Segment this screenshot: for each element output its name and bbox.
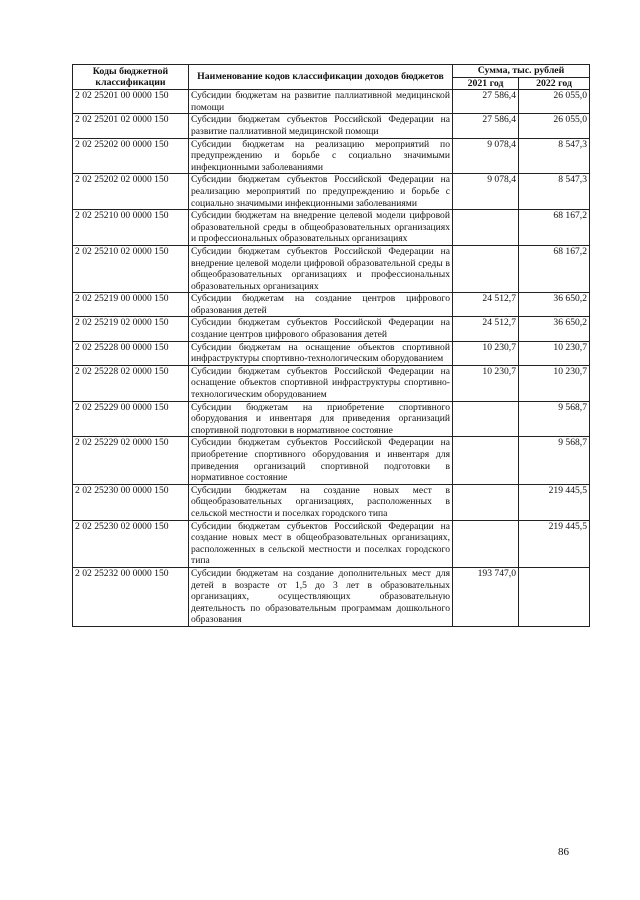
row-amount-2022: 10 230,7 — [519, 365, 590, 401]
row-amount-2022: 68 167,2 — [519, 210, 590, 246]
table-body — [73, 90, 590, 627]
row-name: Субсидии бюджетам субъектов Российской Федерации на приобретение спортивного оборудования и инвентаря для приведения организаций спортивной подготовки в нормативное состояние — [189, 437, 453, 484]
row-amount-2022: 36 650,2 — [519, 293, 590, 317]
row-amount-2022: 26 055,0 — [519, 114, 590, 138]
row-amount-2021: 10 230,7 — [453, 365, 519, 401]
header-amount: Сумма, тыс. рублей — [453, 65, 590, 78]
row-amount-2021: 9 078,4 — [453, 138, 519, 174]
table-row — [73, 114, 590, 138]
row-code: 2 02 25230 02 0000 150 — [73, 520, 189, 567]
row-amount-2022: 68 167,2 — [519, 245, 590, 292]
row-amount-2021: 24 512,7 — [453, 293, 519, 317]
row-amount-2022: 8 547,3 — [519, 138, 590, 174]
row-name: Субсидии бюджетам на приобретение спортивного оборудования и инвентаря для приведения организаций спортивной подготовки в нормативное состояние — [189, 401, 453, 437]
row-amount-2022: 26 055,0 — [519, 90, 590, 114]
row-code: 2 02 25228 00 0000 150 — [73, 341, 189, 365]
row-name: Субсидии бюджетам субъектов Российской Федерации на создание новых мест в общеобразовательных организациях, расположенных в сельской местности и поселках городского типа — [189, 520, 453, 567]
row-name: Субсидии бюджетам на создание дополнительных мест для детей в возрасте от 1,5 до 3 лет в образовательных организациях, осуществляющих образовательную деятельность по образовательным программам дошкольного образования — [189, 567, 453, 626]
row-amount-2022: 9 568,7 — [519, 437, 590, 484]
row-code: 2 02 25201 00 0000 150 — [73, 90, 189, 114]
page-number: 86 — [558, 846, 569, 858]
row-amount-2021: 9 078,4 — [453, 174, 519, 210]
row-code: 2 02 25202 00 0000 150 — [73, 138, 189, 174]
header-codes: Коды бюджетной классификации — [73, 65, 189, 90]
row-name: Субсидии бюджетам на внедрение целевой модели цифровой образовательной среды в общеобразовательных организациях и профессиональных образовательных организациях — [189, 210, 453, 246]
row-name: Субсидии бюджетам на развитие паллиативной медицинской помощи — [189, 90, 453, 114]
row-name: Субсидии бюджетам субъектов Российской Федерации на оснащение объектов спортивной инфраструктуры спортивно-технологическим оборудованием — [189, 365, 453, 401]
row-amount-2021 — [453, 520, 519, 567]
row-amount-2021: 27 586,4 — [453, 114, 519, 138]
table-row — [73, 138, 590, 174]
table-row — [73, 210, 590, 246]
row-amount-2022: 219 445,5 — [519, 520, 590, 567]
header-row-1 — [73, 65, 590, 78]
row-name: Субсидии бюджетам на реализацию мероприятий по предупреждению и борьбе с социально значимыми инфекционными заболеваниями — [189, 138, 453, 174]
row-code: 2 02 25219 00 0000 150 — [73, 293, 189, 317]
row-amount-2021 — [453, 484, 519, 520]
row-code: 2 02 25219 02 0000 150 — [73, 317, 189, 341]
table-row — [73, 90, 590, 114]
row-code: 2 02 25201 02 0000 150 — [73, 114, 189, 138]
row-name: Субсидии бюджетам на создание центров цифрового образования детей — [189, 293, 453, 317]
table-row — [73, 317, 590, 341]
header-year-2022: 2022 год — [519, 77, 590, 90]
table-row — [73, 401, 590, 437]
row-amount-2022: 9 568,7 — [519, 401, 590, 437]
row-code: 2 02 25202 02 0000 150 — [73, 174, 189, 210]
table-row — [73, 437, 590, 484]
row-amount-2021 — [453, 210, 519, 246]
table-row — [73, 293, 590, 317]
table-row — [73, 245, 590, 292]
row-code: 2 02 25210 00 0000 150 — [73, 210, 189, 246]
budget-classification-table — [72, 64, 590, 627]
row-amount-2021 — [453, 437, 519, 484]
row-amount-2022: 8 547,3 — [519, 174, 590, 210]
table-row — [73, 484, 590, 520]
header-year-2021: 2021 год — [453, 77, 519, 90]
row-amount-2021 — [453, 401, 519, 437]
row-amount-2021: 193 747,0 — [453, 567, 519, 626]
table-row — [73, 341, 590, 365]
row-name: Субсидии бюджетам на оснащение объектов спортивной инфраструктуры спортивно-технологическим оборудованием — [189, 341, 453, 365]
row-name: Субсидии бюджетам субъектов Российской Федерации на реализацию мероприятий по предупреждению и борьбе с социально значимыми инфекционными заболеваниями — [189, 174, 453, 210]
row-code: 2 02 25210 02 0000 150 — [73, 245, 189, 292]
row-amount-2021 — [453, 245, 519, 292]
table-header — [73, 65, 590, 90]
table-row — [73, 520, 590, 567]
row-code: 2 02 25228 02 0000 150 — [73, 365, 189, 401]
row-code: 2 02 25229 00 0000 150 — [73, 401, 189, 437]
row-name: Субсидии бюджетам субъектов Российской Федерации на внедрение целевой модели цифровой образовательной среды в общеобразовательных организациях и профессиональных образовательных организациях — [189, 245, 453, 292]
row-amount-2022: 36 650,2 — [519, 317, 590, 341]
row-name: Субсидии бюджетам субъектов Российской Федерации на создание центров цифрового образования детей — [189, 317, 453, 341]
row-code: 2 02 25232 00 0000 150 — [73, 567, 189, 626]
row-amount-2022 — [519, 567, 590, 626]
row-amount-2021: 24 512,7 — [453, 317, 519, 341]
table-row — [73, 365, 590, 401]
row-name: Субсидии бюджетам на создание новых мест в общеобразовательных организациях, расположенных в сельской местности и поселках городского типа — [189, 484, 453, 520]
header-name: Наименование кодов классификации доходов бюджетов — [189, 65, 453, 90]
row-amount-2022: 219 445,5 — [519, 484, 590, 520]
row-name: Субсидии бюджетам субъектов Российской Федерации на развитие паллиативной медицинской помощи — [189, 114, 453, 138]
row-code: 2 02 25230 00 0000 150 — [73, 484, 189, 520]
row-amount-2021: 10 230,7 — [453, 341, 519, 365]
table-row — [73, 174, 590, 210]
row-code: 2 02 25229 02 0000 150 — [73, 437, 189, 484]
row-amount-2022: 10 230,7 — [519, 341, 590, 365]
table-row — [73, 567, 590, 626]
row-amount-2021: 27 586,4 — [453, 90, 519, 114]
